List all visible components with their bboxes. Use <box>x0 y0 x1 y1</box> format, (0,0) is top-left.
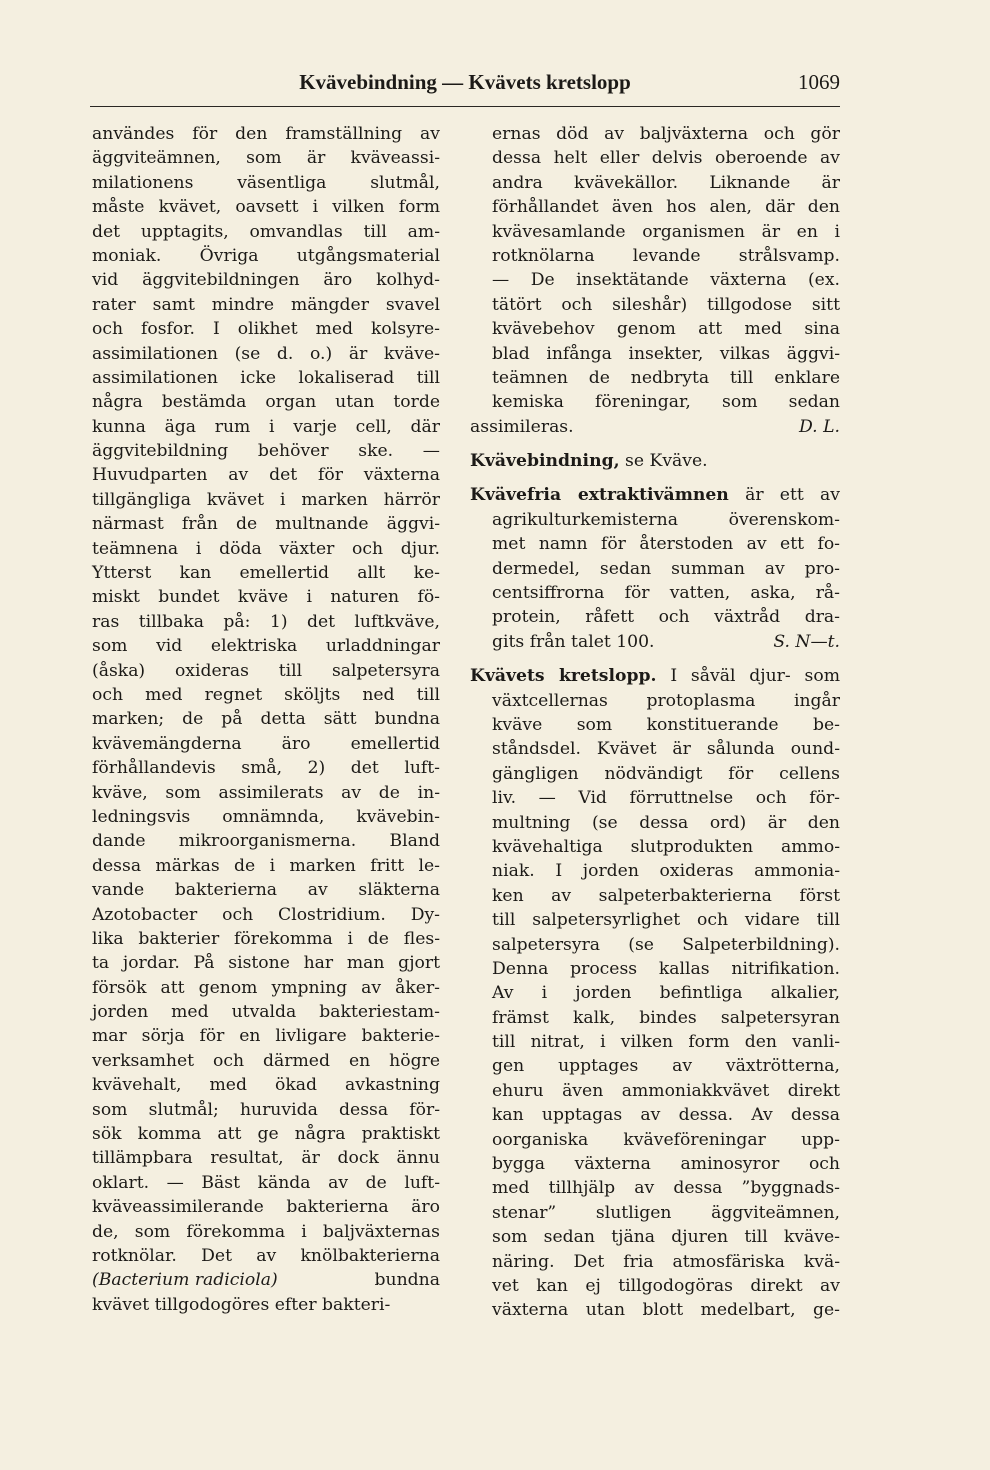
text-line: kvävehaltiga slutprodukten ammo- <box>492 836 840 857</box>
text-line: kan upptagas av dessa. Av dessa <box>492 1105 840 1126</box>
text-line: (åska) oxideras till salpetersyra <box>92 660 440 681</box>
text-line: teämnen de nedbryta till enklare <box>492 367 840 388</box>
text-line: assimilationen icke lokaliserad till <box>92 367 440 388</box>
text-line: multning (se dessa ord) är den <box>492 812 840 833</box>
text-line: tätört och sileshår) tillgodose sitt <box>492 294 840 315</box>
text-line: tillgängliga kvävet i marken härrör <box>92 489 440 510</box>
text-line: några bestämda organ utan torde <box>92 392 440 413</box>
text-line: teämnena i döda växter och djur. <box>92 538 440 559</box>
text-line: Denna process kallas nitrifikation. <box>492 958 840 979</box>
text-line: som sedan tjäna djuren till kväve- <box>492 1227 840 1248</box>
text-line: oorganiska kväveföreningar upp- <box>492 1129 840 1150</box>
right-column <box>470 122 840 1323</box>
left-column <box>92 122 440 1317</box>
text-line: försök att genom ympning av åker- <box>92 977 440 998</box>
text-line: användes för den framställning av <box>92 124 440 144</box>
line-text: gits från talet 100. <box>492 631 655 652</box>
entry-headword: Kvävets kretslopp. <box>470 666 657 687</box>
text-line: oklart. — Bäst kända av de luft- <box>92 1172 440 1193</box>
text-line: växtcellernas protoplasma ingår <box>492 690 840 711</box>
text-line: dande mikroorganismerna. Bland <box>92 831 440 852</box>
text-line: äggvitebildning behöver ske. — <box>92 441 440 462</box>
text-line: dessa helt eller delvis oberoende av <box>492 148 840 169</box>
text-line: — De insektätande växterna (ex. <box>492 270 840 291</box>
entry-kvavets-kretslopp <box>470 664 840 1323</box>
text-line: kvävemängderna äro emellertid <box>92 733 440 754</box>
line-text: I såväl djur- som <box>670 666 840 687</box>
author-signature: S. N—t. <box>773 631 840 652</box>
cross-reference: se Kväve. <box>625 451 708 472</box>
text-line: rater samt mindre mängder svavel <box>92 294 440 315</box>
text-line: till nitrat, i vilken form den vanli- <box>492 1032 840 1053</box>
text-line: rotknölarna levande strålsvamp. <box>492 245 840 266</box>
text-line: marken; de på detta sätt bundna <box>92 709 440 730</box>
header-rule <box>90 106 840 107</box>
running-head <box>90 70 840 100</box>
text-line: med tillhjälp av dessa ”byggnads- <box>492 1178 840 1199</box>
text-line: assimilationen (se d. o.) är kväve- <box>92 343 440 364</box>
text-line: kvävehalt, med ökad avkastning <box>92 1075 440 1096</box>
entry-kvavefria-extraktivamnen <box>470 483 840 654</box>
page-number: 1069 <box>798 70 840 94</box>
line-text: är ett av <box>745 485 840 506</box>
text-line: äggviteämnen, som är kväveassi- <box>92 148 440 169</box>
text-line: niak. I jorden oxideras ammonia- <box>492 861 840 882</box>
text-line: kunna äga rum i varje cell, där <box>92 416 440 437</box>
text-line: vande bakterierna av släkterna <box>92 880 440 901</box>
text-line: de, som förekomma i baljväxternas <box>92 1221 440 1242</box>
text-line: (Bacterium radiciola) bundna <box>92 1270 440 1291</box>
text-line: och med regnet sköljts ned till <box>92 684 440 705</box>
text-line: förhållandet även hos alen, där den <box>492 197 840 218</box>
text-line: vid äggvitebildningen äro kolhyd- <box>92 270 440 291</box>
text-line: liv. — Vid förruttnelse och för- <box>492 788 840 809</box>
text-line: ken av salpeterbakterierna först <box>492 885 840 906</box>
text-line: protein, råfett och växtråd dra- <box>492 607 840 628</box>
text-line: rotknölar. Det av knölbakterierna <box>92 1245 440 1266</box>
text-line: näring. Det fria atmosfäriska kvä- <box>492 1251 840 1272</box>
text-line: dermedel, sedan summan av pro- <box>492 558 840 579</box>
entry-kvavebindning <box>470 449 840 473</box>
text-line: miskt bundet kväve i naturen fö- <box>92 587 440 608</box>
text-line: stenar” slutligen äggviteämnen, <box>492 1202 840 1223</box>
text-line: gängligen nödvändigt för cellens <box>492 763 840 784</box>
text-line: kväve som konstituerande be- <box>492 714 840 735</box>
text-line: som vid elektriska urladdningar <box>92 636 440 657</box>
entry-headword: Kvävefria extraktivämnen <box>470 485 729 506</box>
text-line: till salpetersyrlighet och vidare till <box>492 910 840 931</box>
text-line: moniak. Övriga utgångsmaterial <box>92 245 440 266</box>
text-line: Huvudparten av det för växterna <box>92 465 440 486</box>
text-line: måste kvävet, oavsett i vilken form <box>92 197 440 218</box>
text-line: tillämpbara resultat, är dock ännu <box>92 1148 440 1169</box>
text-line: blad infånga insekter, vilkas äggvi- <box>492 343 840 364</box>
text-line: vet kan ej tillgodogöras direkt av <box>492 1275 840 1296</box>
text-line: det upptagits, omvandlas till am- <box>92 221 440 242</box>
text-line: bygga växterna aminosyror och <box>492 1154 840 1175</box>
text-line <box>470 630 840 654</box>
text-line <box>470 415 840 439</box>
author-signature: D. L. <box>799 416 840 437</box>
entry-headword: Kvävebindning, <box>470 451 620 472</box>
text-line: ståndsdel. Kvävet är sålunda ound- <box>492 739 840 760</box>
text-line: växterna utan blott medelbart, ge- <box>492 1300 840 1321</box>
text-line: Av i jorden befintliga alkalier, <box>492 983 840 1004</box>
text-line: met namn för återstoden av ett fo- <box>492 534 840 555</box>
text-line: ledningsvis omnämnda, kvävebin- <box>92 806 440 827</box>
text-line: ernas död av baljväxterna och gör <box>492 124 840 144</box>
text-line: främst kalk, bindes salpetersyran <box>492 1007 840 1028</box>
text-line: dessa märkas de i marken fritt le- <box>92 855 440 876</box>
text-line <box>470 483 840 507</box>
entry-continuation <box>470 122 840 439</box>
text-line: Azotobacter och Clostridium. Dy- <box>92 904 440 925</box>
text-line: kvävebehov genom att med sina <box>492 319 840 340</box>
text-line: verksamhet och därmed en högre <box>92 1050 440 1071</box>
text-line: och fosfor. I olikhet med kolsyre- <box>92 319 440 340</box>
text-line: förhållandevis små, 2) det luft- <box>92 758 440 779</box>
text-line: gen upptages av växtrötterna, <box>492 1056 840 1077</box>
text-line: Ytterst kan emellertid allt ke- <box>92 563 440 584</box>
text-line: som slutmål; huruvida dessa för- <box>92 1099 440 1120</box>
running-head-title: Kvävebindning — Kvävets kretslopp <box>299 70 631 94</box>
text-line: närmast från de multnande äggvi- <box>92 514 440 535</box>
text-line: andra kvävekällor. Liknande är <box>492 172 840 193</box>
text-line: centsiffrorna för vatten, aska, rå- <box>492 583 840 604</box>
text-line: salpetersyra (se Salpeterbildning). <box>492 934 840 955</box>
text-line: kvävesamlande organismen är en i <box>492 221 840 242</box>
text-line: lika bakterier förekomma i de fles- <box>92 928 440 949</box>
text-line <box>470 664 840 688</box>
text-line: mar sörja för en livligare bakterie- <box>92 1026 440 1047</box>
text-line: kvävet tillgodogöres efter bakteri- <box>92 1294 391 1315</box>
text-line <box>470 449 840 473</box>
text-line: jorden med utvalda bakteriestam- <box>92 1002 440 1023</box>
text-line: kemiska föreningar, som sedan <box>492 392 840 413</box>
text-line: kväve, som assimilerats av de in- <box>92 782 440 803</box>
text-line: milationens väsentliga slutmål, <box>92 172 440 193</box>
text-line: agrikulturkemisterna överenskom- <box>492 509 840 530</box>
text-line: ta jordar. På sistone har man gjort <box>92 953 440 974</box>
text-line: ras tillbaka på: 1) det luftkväve, <box>92 611 440 632</box>
text-line: sök komma att ge några praktiskt <box>92 1124 440 1145</box>
text-line: kväveassimilerande bakterierna äro <box>92 1197 440 1218</box>
text-line: ehuru även ammoniakkvävet direkt <box>492 1080 840 1101</box>
line-text: assimileras. <box>470 416 574 437</box>
